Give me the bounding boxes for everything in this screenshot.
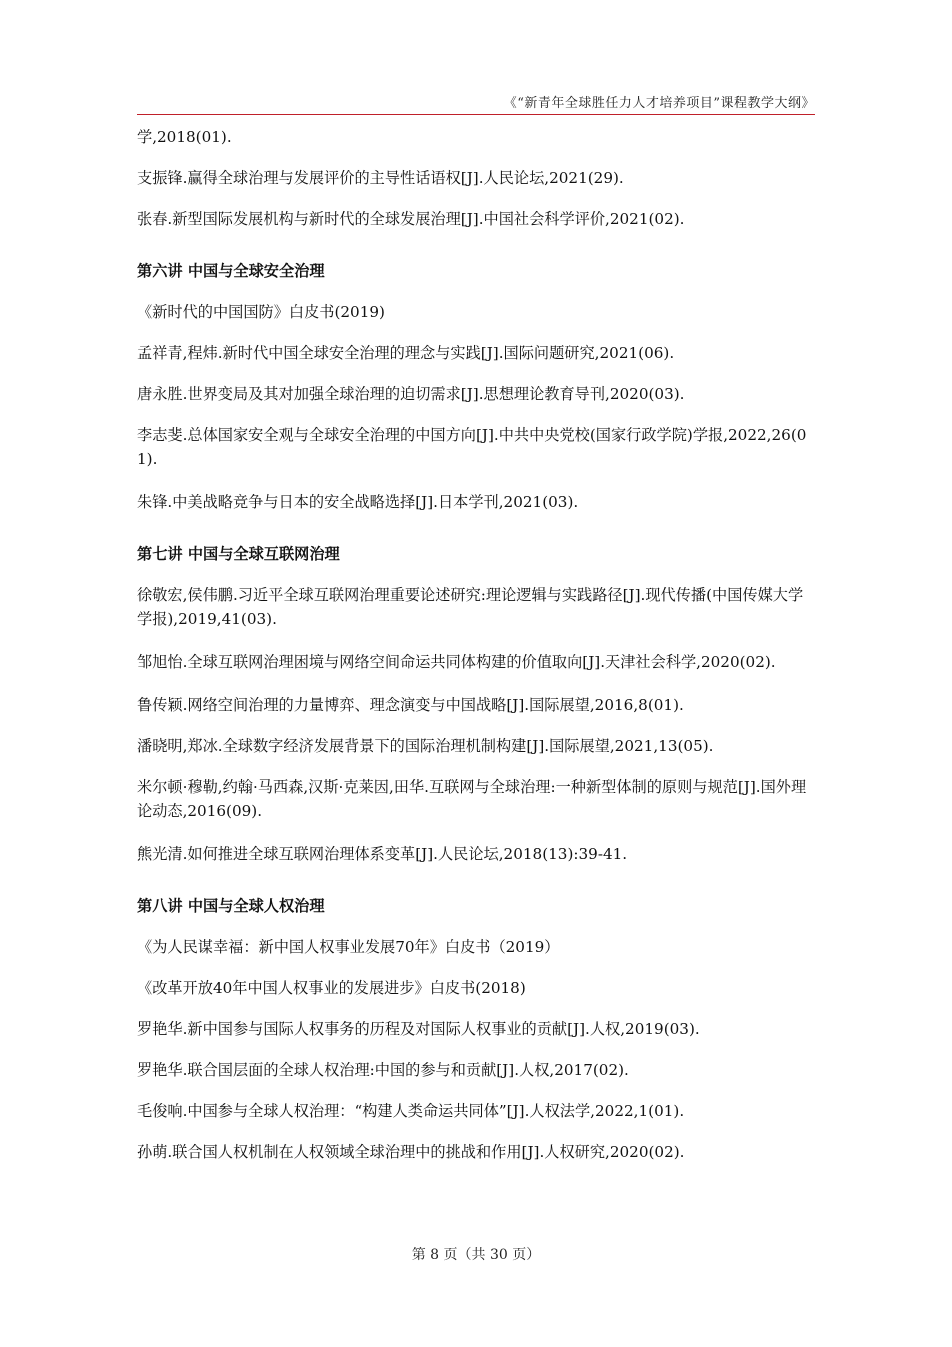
reference-item: 孙萌.联合国人权机制在人权领域全球治理中的挑战和作用[J].人权研究,2020(02). bbox=[137, 1143, 685, 1161]
page-number: 第 8 页（共 30 页） bbox=[411, 1247, 541, 1263]
reference-item: 张春.新型国际发展机构与新时代的全球发展治理[J].中国社会科学评价,2021(02). bbox=[137, 210, 685, 228]
section-title-lecture-8: 第八讲 中国与全球人权治理 bbox=[137, 897, 325, 915]
reference-item: 《为人民谋幸福：新中国人权事业发展70年》白皮书（2019） bbox=[137, 938, 560, 956]
reference-item: 李志斐.总体国家安全观与全球安全治理的中国方向[J].中共中央党校(国家行政学院)学报,2022,26(01). bbox=[137, 426, 807, 468]
page-header-title: 《“新青年全球胜任力人才培养项目”课程教学大纲》 bbox=[503, 96, 815, 111]
reference-item: 毛俊响.中国参与全球人权治理：“构建人类命运共同体”[J].人权法学,2022,1(01). bbox=[137, 1102, 685, 1120]
reference-item: 《新时代的中国国防》白皮书(2019) bbox=[137, 303, 385, 321]
reference-item: 学,2018(01). bbox=[137, 128, 232, 146]
reference-item: 支振锋.赢得全球治理与发展评价的主导性话语权[J].人民论坛,2021(29). bbox=[137, 169, 624, 187]
reference-item: 徐敬宏,侯伟鹏.习近平全球互联网治理重要论述研究:理论逻辑与实践路径[J].现代传播(中国传媒大学学报),2019,41(03). bbox=[137, 586, 804, 628]
reference-item: 罗艳华.新中国参与国际人权事务的历程及对国际人权事业的贡献[J].人权,2019(03). bbox=[137, 1020, 700, 1038]
section-title-lecture-6: 第六讲 中国与全球安全治理 bbox=[137, 262, 325, 280]
reference-item: 罗艳华.联合国层面的全球人权治理:中国的参与和贡献[J].人权,2017(02). bbox=[137, 1061, 629, 1079]
reference-item: 米尔顿·穆勒,约翰·马西森,汉斯·克莱因,田华.互联网与全球治理:一种新型体制的原则与规范[J].国外理论动态,2016(09). bbox=[137, 778, 807, 820]
reference-item: 鲁传颖.网络空间治理的力量博弈、理念演变与中国战略[J].国际展望,2016,8(01). bbox=[137, 696, 684, 714]
reference-item: 朱锋.中美战略竞争与日本的安全战略选择[J].日本学刊,2021(03). bbox=[137, 493, 579, 511]
reference-item: 邹旭怡.全球互联网治理困境与网络空间命运共同体构建的价值取向[J].天津社会科学,2020(02). bbox=[137, 653, 776, 671]
header-divider bbox=[137, 114, 815, 115]
reference-item: 熊光清.如何推进全球互联网治理体系变革[J].人民论坛,2018(13):39-41. bbox=[137, 845, 628, 863]
section-title-lecture-7: 第七讲 中国与全球互联网治理 bbox=[137, 545, 340, 563]
reference-item: 潘晓明,郑冰.全球数字经济发展背景下的国际治理机制构建[J].国际展望,2021,13(05). bbox=[137, 737, 714, 755]
reference-item: 唐永胜.世界变局及其对加强全球治理的迫切需求[J].思想理论教育导刊,2020(03). bbox=[137, 385, 685, 403]
document-body bbox=[137, 125, 815, 1164]
reference-item: 孟祥青,程炜.新时代中国全球安全治理的理念与实践[J].国际问题研究,2021(06). bbox=[137, 344, 675, 362]
reference-item: 《改革开放40年中国人权事业的发展进步》白皮书(2018) bbox=[137, 979, 526, 997]
